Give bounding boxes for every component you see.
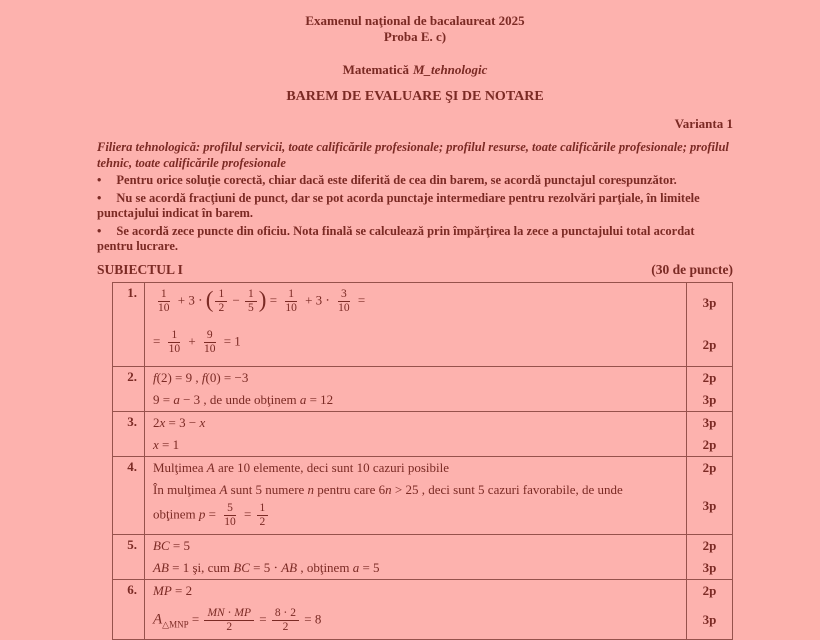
math-text: 5 bbox=[248, 301, 254, 314]
score-item bbox=[145, 324, 732, 366]
math-variable: f bbox=[201, 369, 206, 385]
math-text: > 25 , deci sunt 5 cazuri favorabile, de unde bbox=[391, 481, 623, 497]
fraction-numerator bbox=[338, 288, 350, 302]
math-text: = bbox=[354, 291, 366, 307]
math-text: (0) = −3 bbox=[205, 369, 249, 385]
score-item bbox=[145, 580, 732, 602]
row-number: 1. bbox=[127, 284, 137, 300]
fraction-numerator bbox=[257, 502, 269, 516]
table-row bbox=[113, 579, 732, 639]
item-content bbox=[145, 535, 686, 557]
math-line: $\frac{1}{10}$ + 3 ⋅ ( $\frac{1}{2}$ − $\frac{1}{5}$ ) = $\frac{1}{10}$ + 3 ⋅ $\frac{3}{10}$ = bbox=[153, 285, 680, 318]
row-number: 2. bbox=[127, 368, 137, 384]
math-line bbox=[153, 391, 680, 409]
fraction-numerator bbox=[224, 502, 236, 516]
score-item bbox=[145, 557, 732, 579]
math-text: 1 bbox=[288, 287, 294, 300]
math-line bbox=[153, 537, 680, 555]
fraction-numerator bbox=[272, 607, 299, 621]
row-number-cell bbox=[113, 412, 145, 456]
math-text: 2 bbox=[226, 620, 233, 633]
row-number-cell bbox=[113, 535, 145, 579]
fraction bbox=[282, 288, 300, 315]
fraction-numerator bbox=[158, 288, 170, 302]
fraction bbox=[335, 288, 353, 315]
math-text: 10 bbox=[285, 301, 297, 314]
item-content bbox=[145, 557, 686, 579]
math-text: 1 bbox=[218, 287, 225, 300]
math-line bbox=[153, 481, 680, 499]
fraction-numerator bbox=[285, 288, 297, 302]
math-text: ⋅ bbox=[224, 606, 235, 619]
math-text: sunt 5 numere bbox=[227, 481, 308, 497]
row-items bbox=[145, 367, 732, 411]
fraction-denominator bbox=[335, 302, 353, 315]
filiera-note: Filiera tehnologică: profilul servicii, toate calificările profesionale; profilul resurse, toate calificările profesionale; profilul tehnic, toate calificările profesionale bbox=[97, 140, 729, 170]
math-variable: MP bbox=[153, 582, 172, 598]
score-item bbox=[145, 457, 732, 479]
item-points: 2p bbox=[686, 457, 732, 479]
subject-line bbox=[97, 62, 733, 78]
bullet-item bbox=[97, 191, 733, 222]
barem-table bbox=[112, 282, 733, 640]
math-variable: x bbox=[199, 414, 206, 430]
fraction bbox=[166, 329, 184, 356]
item-content bbox=[145, 434, 686, 456]
math-text: 2 bbox=[218, 301, 225, 314]
table-row bbox=[113, 283, 732, 366]
score-item bbox=[145, 535, 732, 557]
math-variable: BC bbox=[153, 537, 170, 553]
fraction bbox=[215, 288, 227, 315]
math-line bbox=[153, 436, 680, 454]
math-variable: a bbox=[173, 391, 180, 407]
math-text: = 12 bbox=[306, 391, 334, 407]
table-row bbox=[113, 456, 732, 534]
math-text: = bbox=[205, 505, 220, 521]
fraction-numerator bbox=[215, 288, 227, 302]
item-points: 2p bbox=[686, 434, 732, 456]
math-text: = 5 ⋅ bbox=[249, 559, 282, 575]
math-text: = 1 şi, cum bbox=[168, 559, 234, 575]
math-variable: AB bbox=[281, 559, 298, 575]
item-content bbox=[145, 367, 686, 389]
fraction bbox=[204, 607, 254, 634]
fraction-denominator bbox=[166, 343, 184, 356]
math-text: 10 bbox=[168, 343, 181, 355]
item-content bbox=[145, 283, 686, 325]
math-text: 2 bbox=[153, 414, 160, 430]
math-text: = 8 bbox=[301, 610, 322, 626]
math-variable: f bbox=[153, 369, 157, 385]
item-points: 3p bbox=[686, 389, 732, 411]
item-points: 3p bbox=[686, 283, 732, 325]
bullet-icon: • bbox=[97, 223, 102, 238]
math-text: − bbox=[229, 291, 244, 307]
item-points: 2p bbox=[686, 367, 732, 389]
section-title: SUBIECTUL I bbox=[97, 261, 183, 277]
item-points: 3p bbox=[686, 557, 732, 579]
table-row bbox=[113, 534, 732, 579]
math-variable: BC bbox=[233, 559, 250, 575]
row-number-cell bbox=[113, 367, 145, 411]
section-header bbox=[97, 262, 733, 278]
row-number: 6. bbox=[127, 581, 137, 597]
item-content bbox=[145, 479, 686, 534]
item-points: 2p bbox=[686, 324, 732, 366]
math-text: are 10 elemente, deci sunt 10 cazuri posibile bbox=[214, 459, 450, 475]
math-text: 3 bbox=[340, 287, 347, 300]
barem-title: BAREM DE EVALUARE ŞI DE NOTARE bbox=[286, 89, 544, 104]
item-points: 2p bbox=[686, 580, 732, 602]
math-variable: A bbox=[206, 459, 215, 475]
math-text: = bbox=[153, 333, 164, 349]
table-row bbox=[113, 366, 732, 411]
row-items bbox=[145, 457, 732, 534]
math-text: − 3 , de unde obţinem bbox=[179, 391, 300, 407]
math-line bbox=[153, 559, 680, 577]
math-text: = bbox=[256, 610, 270, 626]
subject-label: Matematică bbox=[342, 62, 409, 77]
row-items bbox=[145, 535, 732, 579]
fraction-numerator bbox=[168, 329, 180, 343]
math-text: 1 bbox=[160, 287, 167, 300]
exam-title: Examenul naţional de bacalaureat 2025 bbox=[305, 13, 525, 28]
fraction-denominator bbox=[155, 302, 173, 315]
fraction-numerator bbox=[204, 329, 216, 343]
math-text: pentru care 6 bbox=[314, 481, 386, 497]
row-number: 5. bbox=[127, 536, 137, 552]
math-text: = 1 bbox=[220, 333, 241, 349]
item-content bbox=[145, 412, 686, 434]
script-letter: A bbox=[153, 610, 163, 627]
math-variable: x bbox=[153, 436, 159, 452]
fraction-denominator bbox=[245, 302, 257, 315]
math-text: 1 bbox=[171, 329, 178, 341]
row-items bbox=[145, 283, 732, 366]
math-text: Mulţimea bbox=[153, 459, 207, 475]
score-item bbox=[145, 434, 732, 456]
math-line bbox=[153, 582, 680, 600]
fraction bbox=[155, 288, 173, 315]
score-item bbox=[145, 479, 732, 534]
math-text: 10 bbox=[158, 301, 170, 314]
fraction-denominator bbox=[282, 302, 300, 315]
bullet-icon: • bbox=[97, 190, 102, 205]
fraction-numerator bbox=[204, 607, 254, 621]
math-text: 9 bbox=[206, 329, 213, 341]
bullet-text: Pentru orice soluţie corectă, chiar dacă este diferită de cea din barem, se acordă punctajul corespunzător. bbox=[116, 173, 677, 187]
math-line bbox=[153, 369, 680, 387]
math-text: 10 bbox=[203, 343, 216, 355]
math-variable: n bbox=[307, 481, 315, 497]
fraction bbox=[257, 502, 269, 529]
math-text: = 3 − bbox=[165, 414, 200, 430]
bullet-icon: • bbox=[97, 173, 102, 187]
math-text: = bbox=[240, 505, 255, 521]
math-text: (2) = 9 , bbox=[156, 369, 202, 385]
table-row bbox=[113, 411, 732, 456]
math-text: În mulţimea bbox=[153, 481, 220, 497]
math-text: = 2 bbox=[171, 582, 193, 598]
fraction-denominator bbox=[221, 516, 239, 529]
row-number-cell bbox=[113, 580, 145, 639]
math-line bbox=[153, 326, 680, 359]
math-line bbox=[153, 459, 680, 477]
item-points: 3p bbox=[686, 602, 732, 639]
item-points: 2p bbox=[686, 535, 732, 557]
fraction-numerator bbox=[245, 288, 257, 302]
section-points: (30 de puncte) bbox=[651, 261, 733, 277]
math-variable: AB bbox=[153, 559, 169, 575]
fraction-denominator bbox=[280, 621, 292, 634]
math-variable: x bbox=[159, 414, 166, 430]
math-text: 9 = bbox=[153, 391, 174, 407]
math-text: = bbox=[188, 610, 203, 626]
subscript: △MNP bbox=[162, 618, 189, 629]
score-item bbox=[145, 389, 732, 411]
math-text: = 5 bbox=[169, 537, 190, 553]
fraction-denominator bbox=[257, 516, 269, 529]
fraction-denominator bbox=[223, 621, 235, 634]
math-text: = bbox=[266, 291, 281, 307]
math-text: + bbox=[185, 333, 199, 349]
item-content bbox=[145, 389, 686, 411]
math-text: 5 bbox=[227, 501, 233, 514]
math-variable: a bbox=[352, 559, 360, 575]
math-text: 2 bbox=[259, 515, 266, 528]
math-text: 8 ⋅ 2 bbox=[274, 606, 297, 619]
fraction-denominator bbox=[201, 343, 219, 356]
score-item bbox=[145, 412, 732, 434]
math-line bbox=[153, 499, 680, 532]
row-number-cell bbox=[113, 457, 145, 534]
bullet-text: Nu se acordă fracţiuni de punct, dar se pot acorda punctaje intermediare pentru rezolvări parţiale, în limitele punctajului indicat în barem. bbox=[97, 190, 700, 220]
row-items bbox=[145, 580, 732, 639]
math-text: = 5 bbox=[359, 559, 380, 575]
math-variable: p bbox=[198, 505, 206, 521]
score-item bbox=[145, 283, 732, 325]
score-item bbox=[145, 602, 732, 639]
fraction bbox=[221, 502, 239, 529]
variant-label: Varianta 1 bbox=[674, 116, 733, 131]
fraction bbox=[201, 329, 219, 356]
math-text: = 1 bbox=[158, 436, 180, 452]
fraction bbox=[272, 607, 299, 634]
math-line bbox=[153, 414, 680, 432]
subject-profile: M_tehnologic bbox=[413, 62, 488, 77]
math-line bbox=[153, 604, 680, 637]
fraction-denominator bbox=[215, 302, 227, 315]
row-number-cell bbox=[113, 283, 145, 366]
item-points: 3p bbox=[686, 479, 732, 534]
math-variable: a bbox=[299, 391, 307, 407]
item-content bbox=[145, 580, 686, 602]
math-text: + 3 ⋅ bbox=[174, 291, 206, 307]
math-text: 1 bbox=[259, 501, 266, 514]
row-number: 4. bbox=[127, 458, 137, 474]
math-variable: MN bbox=[207, 606, 225, 619]
exam-proba: Proba E. c) bbox=[383, 29, 447, 44]
item-points: 3p bbox=[686, 412, 732, 434]
item-content bbox=[145, 457, 686, 479]
math-variable: MP bbox=[234, 606, 251, 619]
bullet-item bbox=[97, 224, 733, 255]
math-variable: A bbox=[219, 481, 228, 497]
math-text: obţinem bbox=[153, 505, 199, 521]
math-variable: n bbox=[385, 481, 392, 497]
math-text: 10 bbox=[224, 515, 236, 528]
math-text: 1 bbox=[248, 287, 254, 300]
math-text: , obţinem bbox=[297, 559, 353, 575]
fraction bbox=[245, 288, 257, 315]
row-number: 3. bbox=[127, 413, 137, 429]
bullet-item bbox=[97, 173, 733, 189]
math-text: 10 bbox=[338, 301, 350, 314]
math-text: + 3 ⋅ bbox=[301, 291, 334, 307]
item-content bbox=[145, 324, 686, 366]
score-item bbox=[145, 367, 732, 389]
math-text: 2 bbox=[282, 620, 289, 633]
bullet-text: Se acordă zece puncte din oficiu. Nota finală se calculează prin împărţirea la zece a punctajului total acordat pentru lucrare. bbox=[97, 223, 695, 253]
item-content bbox=[145, 602, 686, 639]
row-items bbox=[145, 412, 732, 456]
